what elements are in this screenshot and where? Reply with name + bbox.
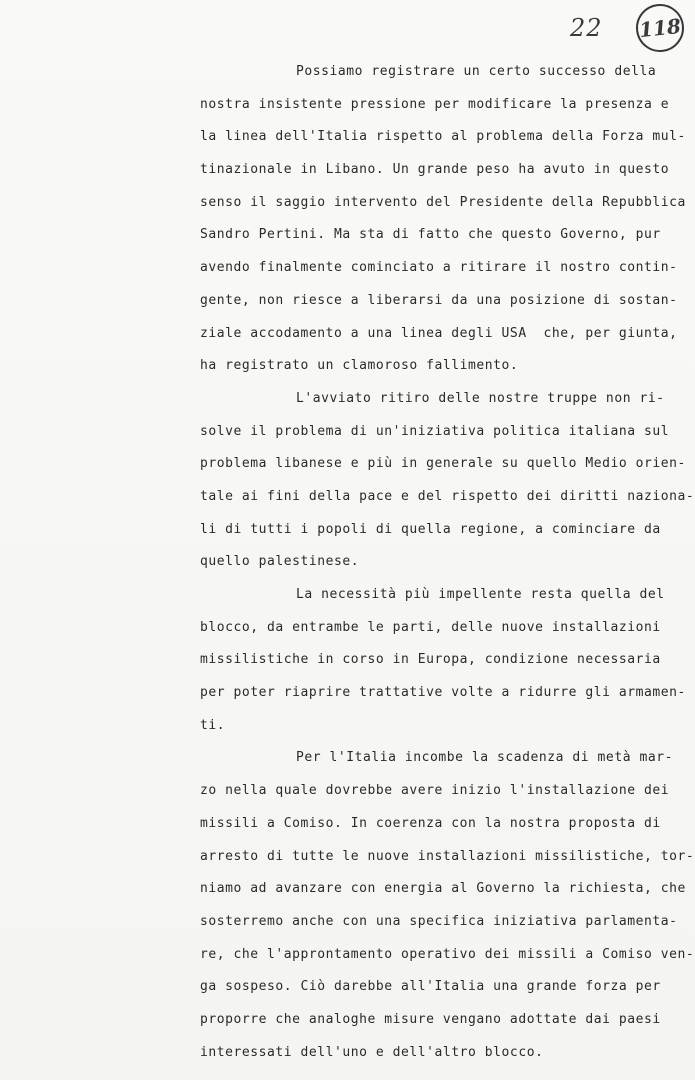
document-body (200, 56, 695, 1069)
paragraph-4-line-1: Per l'Italia incombe la scadenza di metà mar- (296, 750, 673, 766)
paragraph-2-line-4: tale ai fini della pace e del rispetto dei diritti naziona- (200, 488, 695, 504)
paragraph-4-line-9: proporre che analoghe misure vengano adottate dai paesi (200, 1011, 661, 1027)
paragraph-2-line-2: solve il problema di un'iniziativa politica italiana sul (200, 423, 670, 439)
paragraph-1-line-1: Possiamo registrare un certo successo della (296, 64, 657, 79)
paragraph-2-line-6: quello palestinese. (200, 554, 360, 570)
paragraph-4-line-2: zo nella quale dovrebbe avere inizio l'installazione dei (200, 783, 670, 799)
paragraph-4-line-7: re, che l'approntamento operativo dei missili a Comiso ven- (200, 946, 695, 962)
paragraph-1-line-4: tinazionale in Libano. Un grande peso ha avuto in questo (200, 162, 670, 178)
paragraph-4-line-6: sosterremo anche con una specifica iniziativa parlamenta- (200, 913, 678, 929)
paragraph-4-line-10: interessati dell'uno e dell'altro blocco. (200, 1044, 544, 1060)
archive-stamp (634, 2, 687, 55)
paragraph-3-line-2: blocco, da entrambe le parti, delle nuove installazioni (200, 619, 661, 635)
paragraph-1-line-2: nostra insistente pressione per modificare la presenza e (200, 96, 670, 112)
paragraph-1-line-9: ziale accodamento a una linea degli USA che, per giunta, (200, 325, 678, 341)
paragraph-3-line-1: La necessità più impellente resta quella del (296, 587, 665, 602)
handwritten-page-number: 22 (570, 14, 603, 42)
paragraph-3-line-4: per poter riaprire trattative volte a ridurre gli armamen- (200, 685, 686, 701)
paragraph-3-line-5: ti. (200, 717, 226, 733)
paragraph-1-line-10: ha registrato un clamoroso fallimento. (200, 358, 519, 374)
paragraph-4-line-4: arresto di tutte le nuove installazioni missilistiche, tor- (200, 848, 695, 864)
paragraph-1-line-3: la linea dell'Italia rispetto al problema della Forza mul- (200, 129, 686, 145)
paragraph-2-line-3: problema libanese e più in generale su quello Medio orien- (200, 456, 686, 472)
paragraph-2-line-1: L'avviato ritiro delle nostre truppe non ri- (296, 390, 665, 406)
archive-stamp-number: 118 (637, 13, 683, 43)
paragraph-1-line-6: Sandro Pertini. Ma sta di fatto che questo Governo, pur (200, 227, 661, 243)
paragraph-1-line-7: avendo finalmente cominciato a ritirare il nostro contin- (200, 260, 678, 276)
paragraph-4-line-5: niamo ad avanzare con energia al Governo la richiesta, che (200, 881, 686, 897)
paragraph-1-line-5: senso il saggio intervento del Presidente della Repubblica (200, 194, 686, 210)
paragraph-3-line-3: missilistiche in corso in Europa, condizione necessaria (200, 652, 661, 668)
paragraph-2-line-5: li di tutti i popoli di quella regione, a cominciare da (200, 521, 661, 537)
paragraph-1-line-8: gente, non riesce a liberarsi da una posizione di sostan- (200, 292, 678, 308)
paragraph-4-line-3: missili a Comiso. In coerenza con la nostra proposta di (200, 815, 661, 831)
paragraph-4-line-8: ga sospeso. Ciò darebbe all'Italia una grande forza per (200, 979, 661, 995)
